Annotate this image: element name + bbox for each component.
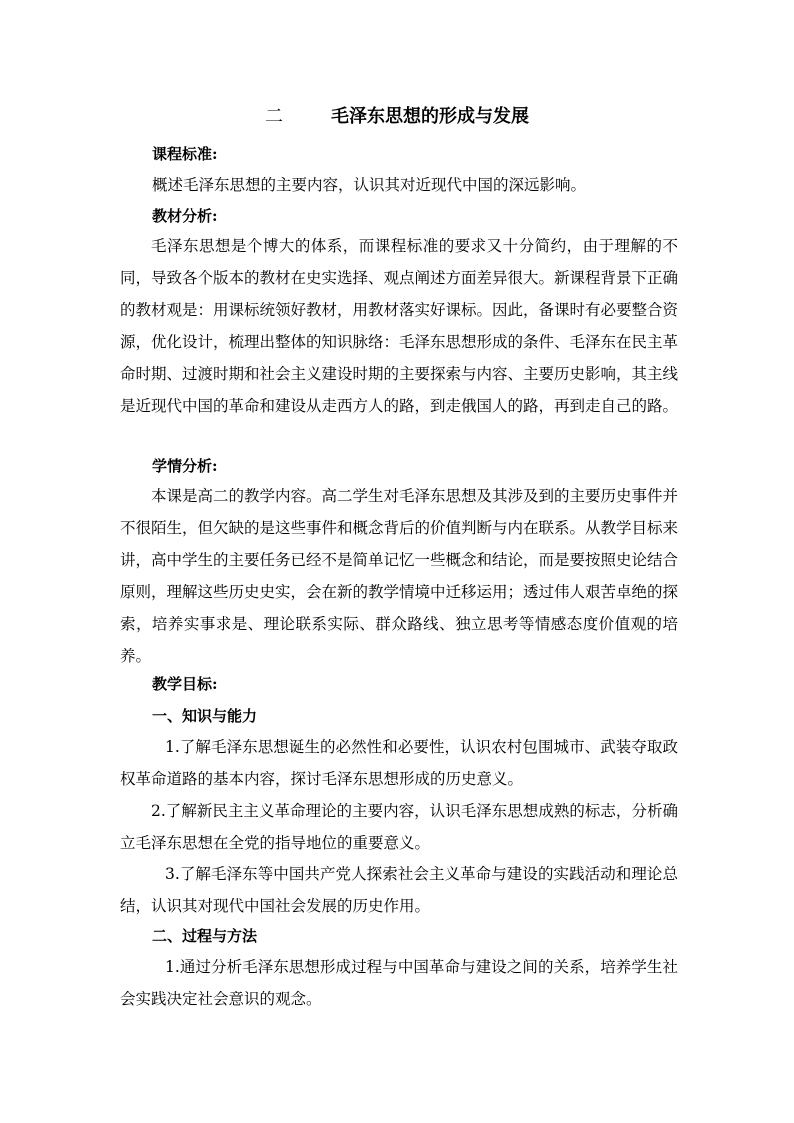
teaching-goals-heading: 教学目标:: [152, 675, 218, 693]
knowledge-ability-heading: 一、知识与能力: [152, 707, 258, 725]
title-number: 二: [265, 106, 283, 127]
knowledge-item-2: 2.了解新民主主义革命理论的主要内容，认识毛泽东思想成熟的标志，分析确立毛泽东思想在全党的指导地位的重要意义。: [120, 802, 678, 852]
course-standard-text: 概述毛泽东思想的主要内容，认识其对近现代中国的深远影响。: [152, 176, 587, 194]
material-analysis-text: 毛泽东思想是个博大的体系，而课程标准的要求又十分简约，由于理解的不同，导致各个版本的教材在史实选择、观点阐述方面差异很大。新课程背景下正确的教材观是：用课标统领好教材，用教材落实好课标。因此，备课时有必要整合资源，优化设计，梳理出整体的知识脉络：毛泽东思想形成的条件、毛泽东在民主革命时期、过渡时期和社会主义建设时期的主要探索与内容、主要历史影响，其主线是近现代中国的革命和建设从走西方人的路，到走俄国人的路，再到走自己的路。: [120, 237, 679, 415]
title-text: 毛泽东思想的形成与发展: [331, 106, 529, 127]
knowledge-item-1: 1.了解毛泽东思想诞生的必然性和必要性，认识农村包围城市、武装夺取政权革命道路的基本内容，探讨毛泽东思想形成的历史意义。: [120, 738, 678, 788]
material-analysis-heading: 教材分析:: [152, 207, 218, 225]
student-analysis-heading: 学情分析:: [152, 457, 218, 475]
course-standard-heading: 课程标准:: [152, 145, 218, 163]
page-title: [0, 104, 794, 130]
student-analysis-text: 本课是高二的教学内容。高二学生对毛泽东思想及其涉及到的主要历史事件并不很陌生，但欠缺的是这些事件和概念背后的价值判断与内在联系。从教学目标来讲，高中学生的主要任务已经不是简单记忆一些概念和结论，而是要按照史论结合原则，理解这些历史史实，会在新的教学情境中迁移运用；透过伟人艰苦卓绝的探索，培养实事求是、理论联系实际、群众路线、独立思考等情感态度价值观的培养。: [120, 487, 679, 665]
knowledge-item-3: 3.了解毛泽东等中国共产党人探索社会主义革命与建设的实践活动和理论总结，认识其对现代中国社会发展的历史作用。: [120, 865, 678, 915]
process-method-heading: 二、过程与方法: [152, 927, 258, 945]
process-item-1: 1.通过分析毛泽东思想形成过程与中国革命与建设之间的关系，培养学生社会实践决定社会意识的观念。: [120, 958, 678, 1008]
